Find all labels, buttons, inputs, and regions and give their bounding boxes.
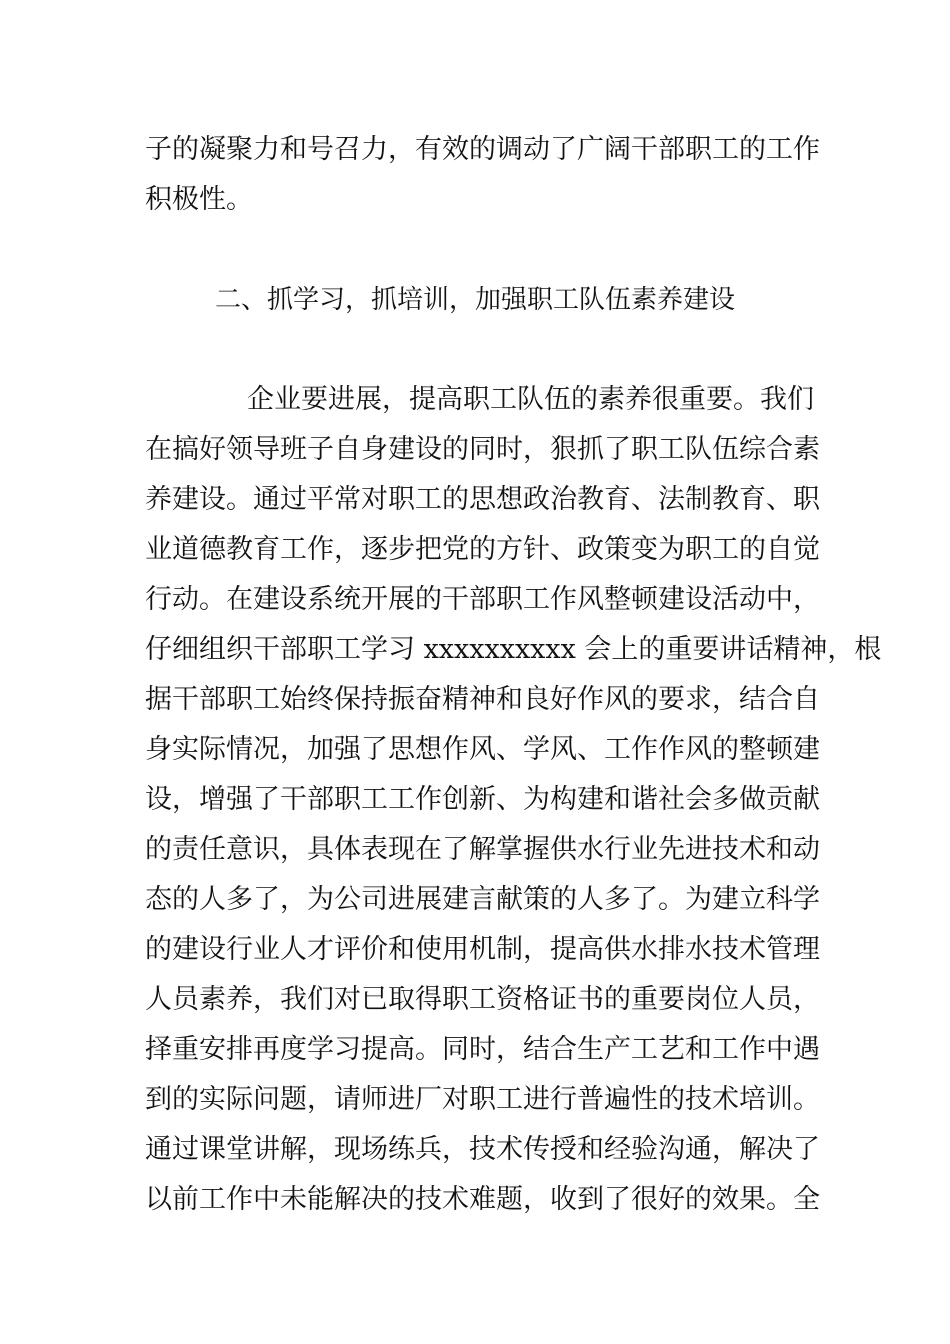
- text-line: 人员素养，我们对已取得职工资格证书的重要岗位人员，: [145, 984, 820, 1015]
- text-line: 养建设。通过平常对职工的思想政治教育、法制教育、职: [145, 484, 820, 515]
- text-line: 到的实际问题，请师进厂对职工进行普遍性的技术培训。: [145, 1084, 820, 1115]
- text-line: 仔细组织干部职工学习 xxxxxxxxxx 会上的重要讲话精神，根: [145, 634, 882, 665]
- text-line: 行动。在建设系统开展的干部职工作风整顿建设活动中，: [145, 584, 820, 615]
- text-line: 态的人多了，为公司进展建言献策的人多了。为建立科学: [145, 884, 820, 915]
- text-line: 设，增强了干部职工工作创新、为构建和谐社会多做贡献: [145, 784, 820, 815]
- text-line: 业道德教育工作，逐步把党的方针、政策变为职工的自觉: [145, 534, 820, 565]
- text-line: 通过课堂讲解，现场练兵，技术传授和经验沟通，解决了: [145, 1134, 820, 1165]
- text-line: 择重安排再度学习提高。同时，结合生产工艺和工作中遇: [145, 1034, 820, 1065]
- text-line: 的建设行业人才评价和使用机制，提高供水排水技术管理: [145, 934, 820, 965]
- text-line: 子的凝聚力和号召力，有效的调动了广阔干部职工的工作: [145, 134, 820, 165]
- text-line: 在搞好领导班子自身建设的同时，狠抓了职工队伍综合素: [145, 434, 820, 465]
- section-heading: 二、抓学习，抓培训，加强职工队伍素养建设: [214, 285, 735, 315]
- text-line: 企业要进展，提高职工队伍的素养很重要。我们: [247, 384, 814, 415]
- text-line: 积极性。: [145, 184, 253, 215]
- text-line: 据干部职工始终保持振奋精神和良好作风的要求，结合自: [145, 684, 820, 715]
- text-line: 的责任意识，具体表现在了解掌握供水行业先进技术和动: [145, 834, 820, 865]
- text-line: 身实际情况，加强了思想作风、学风、工作作风的整顿建: [145, 734, 820, 765]
- text-line: 以前工作中未能解决的技术难题，收到了很好的效果。全: [145, 1184, 820, 1215]
